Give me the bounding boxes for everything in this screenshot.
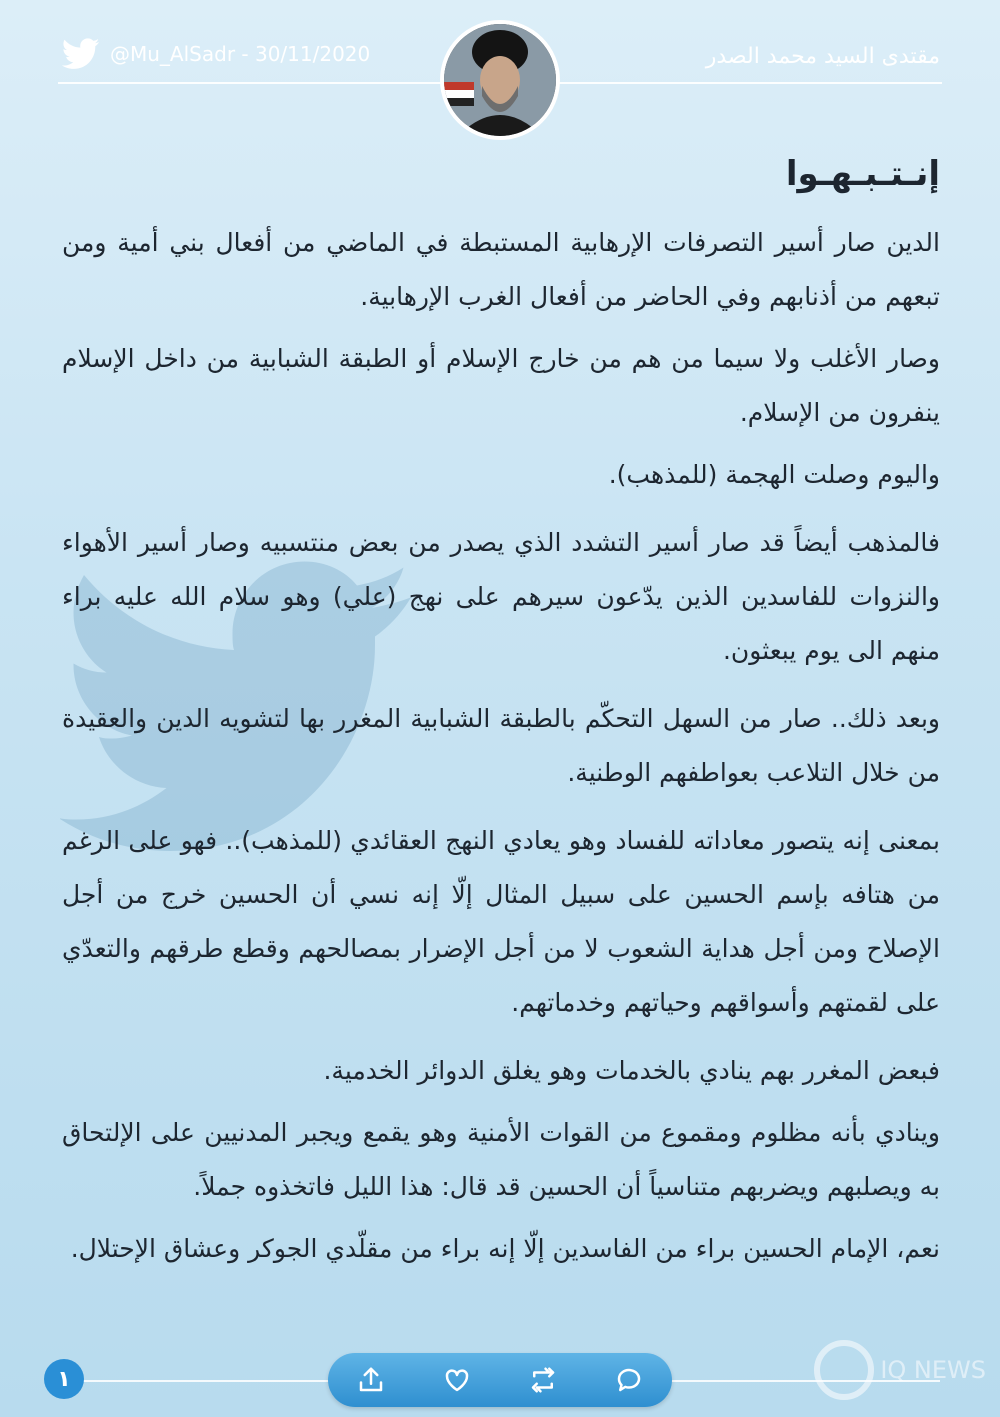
watermark-text: IQ NEWS	[880, 1356, 986, 1384]
paragraph-9: نعم، الإمام الحسين براء من الفاسدين إلّا إنه براء من مقلّدي الجوكر وعشاق الإحتلال.	[70, 1234, 940, 1263]
author-name[interactable]: مقتدى السيد محمد الصدر	[705, 44, 940, 69]
reply-icon[interactable]	[614, 1365, 644, 1395]
like-icon[interactable]	[442, 1365, 472, 1395]
handle-block	[62, 38, 370, 70]
paragraph-1: الدين صار أسير التصرفات الإرهابية المستبطة في الماضي من أفعال بني أمية ومن تبعهم من أذنابهم وفي الحاضر من أفعال الغرب الإرهابية.	[62, 228, 940, 311]
tweet-body	[62, 150, 940, 1284]
paragraph-4: فالمذهب أيضاً قد صار أسير التشدد الذي يصدر من بعض منتسبيه وصار أسير الأهواء والنزوات للفاسدين الذين يدّعون سيرهم على نهج (علي) وهو سلام الله عليه براء منهم الى يوم يبعثون.	[62, 528, 940, 665]
share-icon[interactable]	[356, 1365, 386, 1395]
news-watermark	[814, 1340, 986, 1400]
tweet-actions-bar	[328, 1353, 672, 1407]
tweet-header	[0, 0, 1000, 150]
avatar[interactable]	[440, 20, 560, 140]
retweet-icon[interactable]	[528, 1365, 558, 1395]
watermark-logo-icon	[814, 1340, 874, 1400]
twitter-logo-icon[interactable]	[62, 38, 100, 70]
portrait-icon	[444, 24, 556, 136]
paragraph-3: واليوم وصلت الهجمة (للمذهب).	[608, 460, 940, 489]
paragraph-6: بمعنى إنه يتصور معاداته للفساد وهو يعادي النهج العقائدي (للمذهب).. فهو على الرغم من هتافه بإسم الحسين على سبيل المثال إلّا إنه نسي أن الحسين خرج من أجل الإصلاح ومن أجل هداية الشعوب لا من أجل الإضرار بمصالحهم وقطع طرقهم والتعدّي على لقمتهم وأسواقهم وحياتهم وخدماتهم.	[62, 826, 940, 1017]
avatar-photo	[444, 24, 556, 136]
paragraph-5: وبعد ذلك.. صار من السهل التحكّم بالطبقة الشبابية المغرر بها لتشويه الدين والعقيدة من خلال التلاعب بعواطفهم الوطنية.	[62, 704, 940, 787]
paragraph-8: وينادي بأنه مظلوم ومقموع من القوات الأمنية وهو يقمع ويجبر المدنيين على الإلتحاق به ويصلبهم ويضربهم متناسياً أن الحسين قد قال: هذا الليل فاتخذوه جملاً.	[62, 1118, 940, 1201]
handle-date[interactable]: @Mu_AlSadr - 30/11/2020	[110, 42, 371, 66]
paragraph-7: فبعض المغرر بهم ينادي بالخدمات وهو يغلق الدوائر الخدمية.	[323, 1056, 940, 1085]
page-number-badge: ١	[44, 1359, 84, 1399]
paragraph-2: وصار الأغلب ولا سيما من هم من خارج الإسلام أو الطبقة الشبابية من داخل الإسلام ينفرون من الإسلام.	[62, 344, 940, 427]
post-title: إنـتـبـهـوا	[785, 154, 940, 194]
